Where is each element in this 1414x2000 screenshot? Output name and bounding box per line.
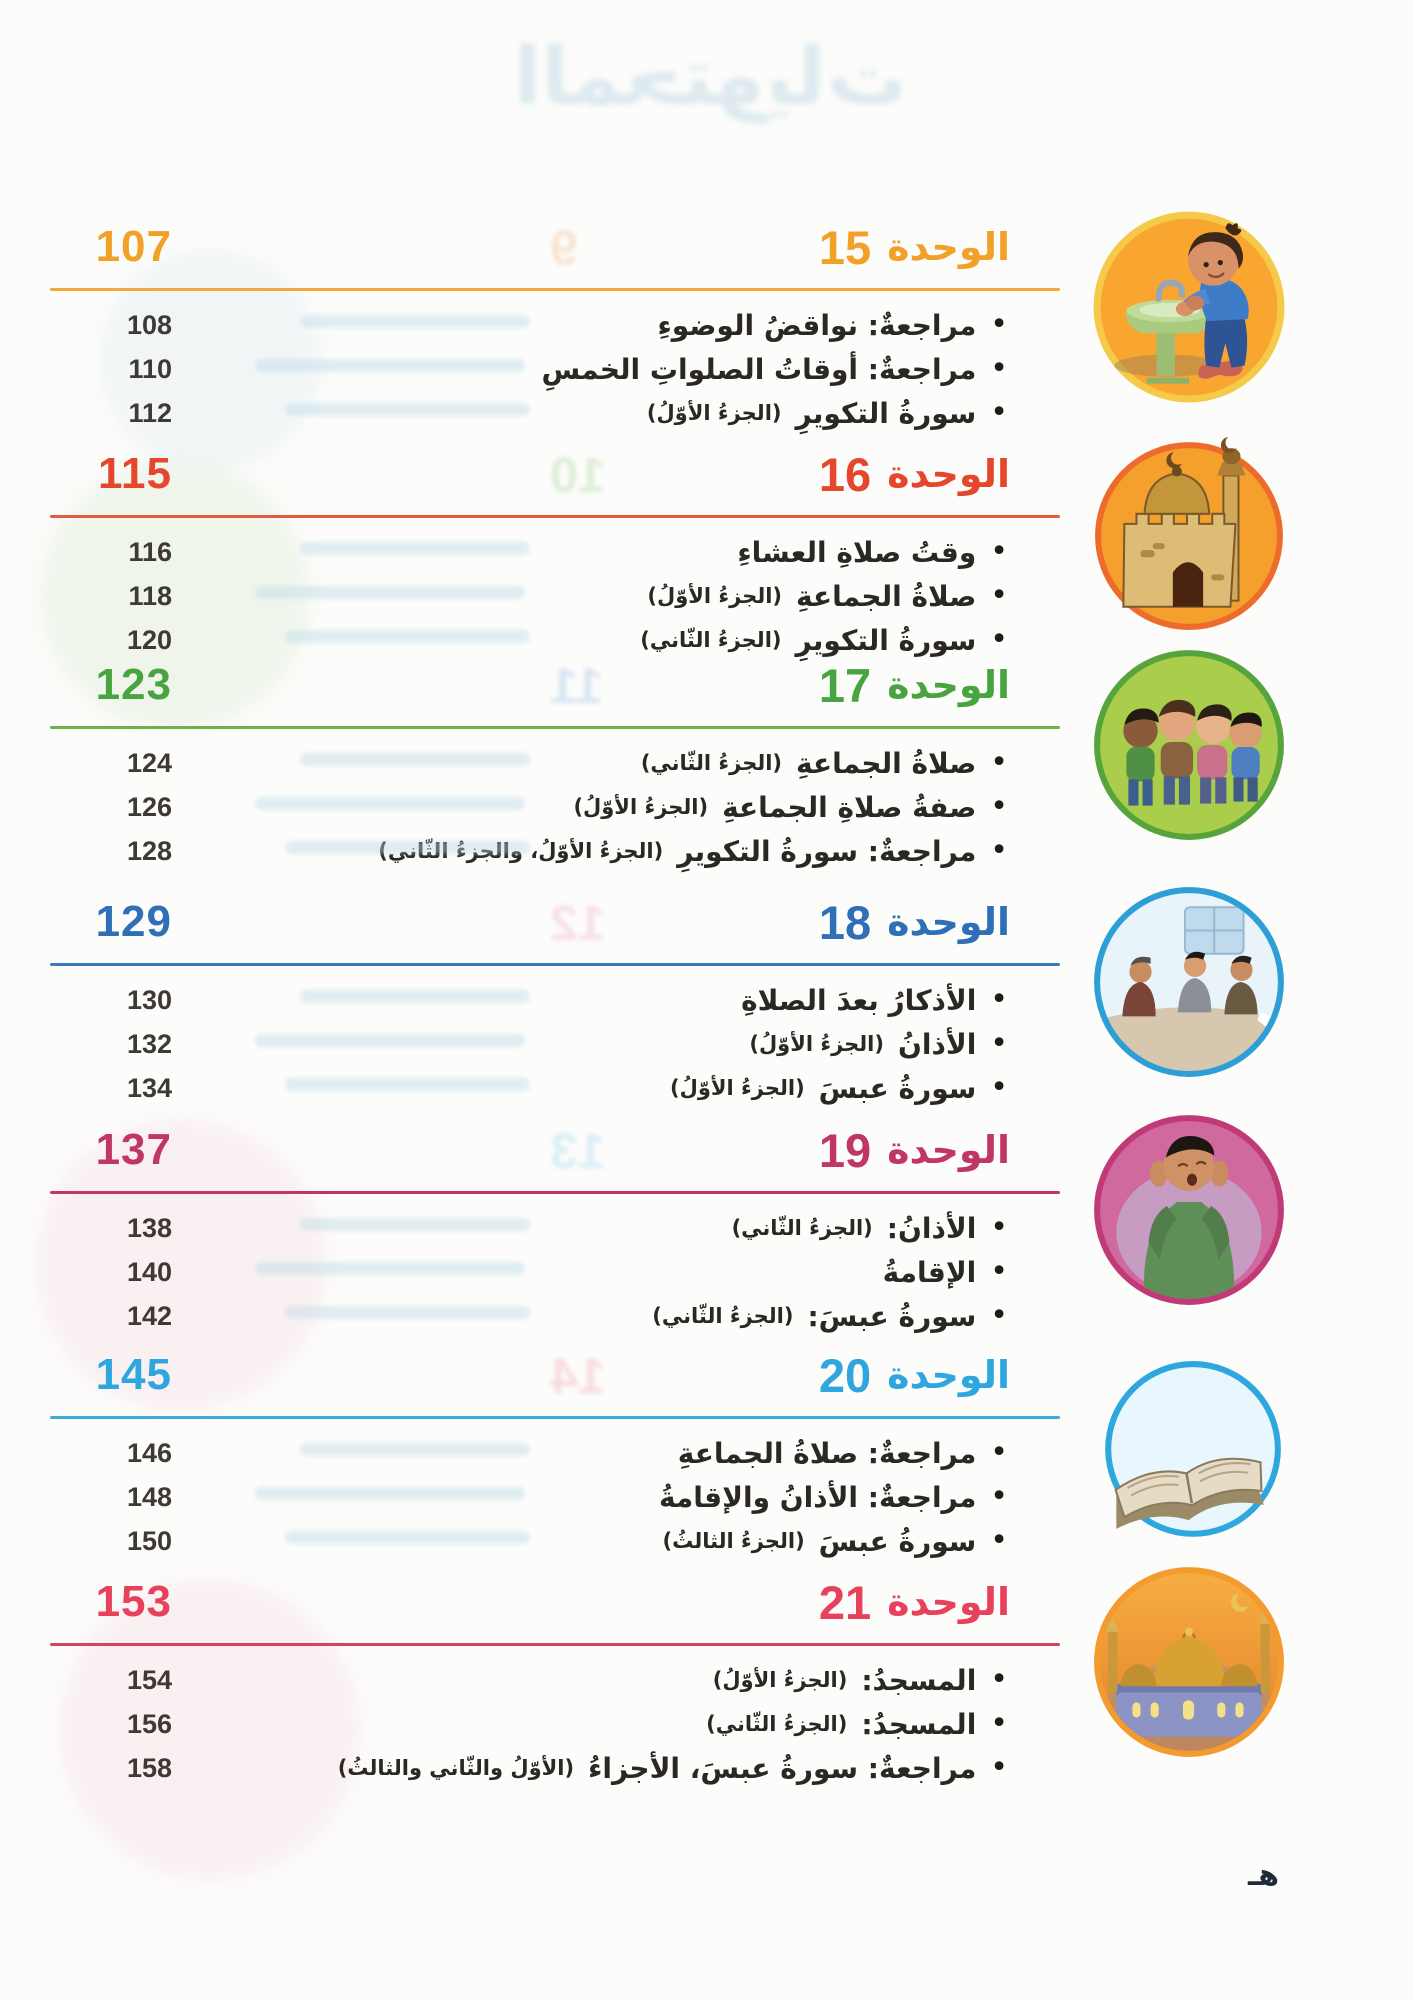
item-label: • سورةُ التكويرِ (الجزءُ الأوّلُ)	[646, 395, 1008, 430]
unit-header	[50, 1566, 1060, 1638]
bleed-through-text	[285, 1306, 530, 1319]
unit-page-number: 107	[95, 222, 172, 271]
unit-divider	[50, 1191, 1060, 1194]
unit-items	[50, 530, 1060, 662]
bullet-icon: •	[990, 395, 1008, 430]
item-page-number: 118	[128, 580, 172, 611]
item-page-number: 148	[126, 1481, 172, 1512]
unit-title	[818, 1575, 1010, 1629]
bleed-through-unit-number: 13	[550, 1123, 606, 1179]
bleed-through-text	[255, 359, 525, 372]
unit-number: 18	[818, 895, 872, 949]
page-marker: هـ	[1248, 1858, 1280, 1893]
item-label: • سورةُ عبسَ (الجزءُ الأوّلُ)	[670, 1070, 1008, 1105]
unit-number: 19	[818, 1123, 872, 1177]
bleed-through-unit-number: 9	[550, 220, 578, 276]
unit-divider	[50, 288, 1060, 291]
unit-page-number: 123	[95, 660, 172, 709]
mosque-at-night-illustration	[1088, 1556, 1290, 1764]
unit-divider	[50, 726, 1060, 729]
item-page-number: 124	[126, 747, 172, 778]
bleed-through-text	[255, 1034, 525, 1047]
item-page-number: 140	[126, 1256, 172, 1287]
toc-item	[68, 1431, 1008, 1475]
unit-number: 15	[818, 220, 872, 274]
bleed-through-unit-number: 10	[550, 447, 606, 503]
toc-item	[68, 574, 1008, 618]
toc-item	[68, 1658, 1008, 1702]
item-page-number: 116	[128, 536, 172, 567]
bullet-icon: •	[990, 1750, 1008, 1785]
unit-label: الوحدة	[887, 900, 1010, 944]
unit-divider	[50, 515, 1060, 518]
children-praying-illustration	[1088, 639, 1290, 847]
unit-section-17	[50, 649, 1060, 873]
bleed-through-text	[255, 1262, 525, 1275]
item-page-number: 142	[126, 1300, 172, 1331]
item-page-number: 134	[126, 1072, 172, 1103]
toc-item	[68, 1475, 1008, 1519]
bullet-icon: •	[990, 534, 1008, 569]
bullet-icon: •	[990, 745, 1008, 780]
item-label: • صلاةُ الجماعةِ (الجزءُ الثّاني)	[640, 745, 1008, 780]
bullet-icon: •	[990, 307, 1008, 342]
item-label: • الأذانُ: (الجزءُ الثّاني)	[731, 1210, 1008, 1245]
bleed-through-unit-number: 12	[550, 895, 606, 951]
bleed-through-text	[255, 1487, 525, 1500]
item-label: • سورةُ عبسَ (الجزءُ الثالثُ)	[662, 1523, 1008, 1558]
bleed-through-text	[285, 1531, 530, 1544]
unit-section-20	[50, 1339, 1060, 1563]
unit-label: الوحدة	[887, 452, 1010, 496]
item-page-number: 126	[126, 791, 172, 822]
bleed-through-unit-number: 14	[550, 1348, 606, 1404]
unit-number: 20	[818, 1348, 872, 1402]
item-page-number: 146	[126, 1437, 172, 1468]
bullet-icon: •	[990, 833, 1008, 868]
men-praying-illustration	[1088, 876, 1290, 1084]
unit-divider	[50, 1416, 1060, 1419]
item-page-number: 150	[126, 1525, 172, 1556]
unit-section-16	[50, 438, 1060, 662]
item-page-number: 120	[126, 624, 172, 655]
bleed-through-text	[300, 315, 530, 328]
unit-label: الوحدة	[887, 1128, 1010, 1172]
bullet-icon: •	[990, 1706, 1008, 1741]
unit-title	[818, 220, 1010, 274]
bleed-through-text	[285, 630, 530, 643]
item-label: • مراجعةٌ: نواقضُ الوضوءِ	[657, 307, 1008, 342]
toc-item	[68, 1519, 1008, 1563]
unit-page-number: 115	[98, 449, 172, 498]
bullet-icon: •	[990, 1210, 1008, 1245]
unit-divider	[50, 1643, 1060, 1646]
toc-item	[68, 1066, 1008, 1110]
unit-section-18	[50, 886, 1060, 1110]
bleed-through-text	[300, 542, 530, 555]
unit-title	[818, 895, 1010, 949]
bleed-through-text	[300, 1218, 530, 1231]
unit-page-number: 145	[95, 1350, 172, 1399]
unit-section-19	[50, 1114, 1060, 1338]
unit-number: 21	[818, 1575, 872, 1629]
unit-items	[50, 1206, 1060, 1338]
toc-item	[68, 347, 1008, 391]
unit-section-15	[50, 211, 1060, 435]
toc-item	[68, 1746, 1008, 1790]
item-label: • مراجعةٌ: الأذانُ والإقامةُ	[658, 1479, 1008, 1514]
toc-item	[68, 1022, 1008, 1066]
unit-label: الوحدة	[887, 1580, 1010, 1624]
bleed-through-text	[255, 586, 525, 599]
item-page-number: 112	[128, 397, 172, 428]
item-label: • وقتُ صلاةِ العشاءِ	[737, 534, 1008, 569]
unit-page-number: 153	[95, 1577, 172, 1626]
unit-page-number: 137	[95, 1125, 172, 1174]
bleed-through-unit-number: 11	[550, 658, 603, 714]
item-label: • الأذكارُ بعدَ الصلاةِ	[741, 982, 1008, 1017]
toc-item	[68, 978, 1008, 1022]
bullet-icon: •	[990, 1026, 1008, 1061]
unit-items	[50, 1658, 1060, 1790]
unit-title	[818, 658, 1010, 712]
bleed-through-contents-title: المحتويات	[513, 30, 907, 123]
item-page-number: 108	[126, 309, 172, 340]
bleed-through-text	[300, 1443, 530, 1456]
toc-item	[68, 391, 1008, 435]
item-label: • صلاةُ الجماعةِ (الجزءُ الأوّلُ)	[647, 578, 1008, 613]
item-label: • مراجعةٌ: أوقاتُ الصلواتِ الخمسِ	[541, 351, 1008, 386]
item-label: • سورةُ التكويرِ (الجزءُ الثّاني)	[640, 622, 1008, 657]
bullet-icon: •	[990, 789, 1008, 824]
item-page-number: 130	[126, 984, 172, 1015]
unit-number: 17	[818, 658, 872, 712]
unit-label: الوحدة	[887, 663, 1010, 707]
item-label: • المسجدُ: (الجزءُ الثّاني)	[706, 1706, 1008, 1741]
bullet-icon: •	[990, 351, 1008, 386]
bleed-through-text	[285, 403, 530, 416]
bullet-icon: •	[990, 1070, 1008, 1105]
item-label: • مراجعةٌ: سورةُ عبسَ، الأجزاءُ (الأوّلُ والثّاني والثالثُ)	[337, 1750, 1008, 1785]
item-page-number: 110	[128, 353, 172, 384]
unit-title	[818, 1123, 1010, 1177]
bleed-through-text	[300, 990, 530, 1003]
unit-items	[50, 1431, 1060, 1563]
item-page-number: 128	[126, 835, 172, 866]
item-page-number: 138	[126, 1212, 172, 1243]
toc-item	[68, 741, 1008, 785]
bleed-through-text	[285, 841, 530, 854]
toc-item	[68, 1250, 1008, 1294]
unit-label: الوحدة	[887, 1353, 1010, 1397]
bullet-icon: •	[990, 1254, 1008, 1289]
open-quran-illustration	[1088, 1353, 1290, 1561]
unit-label: الوحدة	[887, 225, 1010, 269]
toc-item	[68, 1702, 1008, 1746]
unit-divider	[50, 963, 1060, 966]
unit-section-21	[50, 1566, 1060, 1790]
mosque-fort-illustration	[1088, 428, 1290, 636]
unit-page-number: 129	[95, 897, 172, 946]
bleed-through-text	[300, 753, 530, 766]
bleed-through-text	[285, 1078, 530, 1091]
toc-item	[68, 785, 1008, 829]
bullet-icon: •	[990, 1662, 1008, 1697]
unit-title	[818, 447, 1010, 501]
item-label: • سورةُ عبسَ: (الجزءُ الثّاني)	[652, 1298, 1008, 1333]
bullet-icon: •	[990, 1479, 1008, 1514]
toc-item	[68, 303, 1008, 347]
toc-item	[68, 530, 1008, 574]
item-page-number: 158	[126, 1752, 172, 1783]
unit-title	[818, 1348, 1010, 1402]
item-label: • صفةُ صلاةِ الجماعةِ (الجزءُ الأوّلُ)	[573, 789, 1008, 824]
bullet-icon: •	[990, 1435, 1008, 1470]
unit-items	[50, 303, 1060, 435]
bullet-icon: •	[990, 1523, 1008, 1558]
unit-items	[50, 978, 1060, 1110]
item-label: • المسجدُ: (الجزءُ الأوّلُ)	[712, 1662, 1008, 1697]
bullet-icon: •	[990, 982, 1008, 1017]
bullet-icon: •	[990, 578, 1008, 613]
boy-washing-hands-illustration	[1088, 201, 1290, 409]
toc-item	[68, 829, 1008, 873]
item-page-number: 156	[126, 1708, 172, 1739]
item-label: • الإقامةُ	[882, 1254, 1008, 1289]
item-page-number: 154	[126, 1664, 172, 1695]
bleed-through-text	[255, 797, 525, 810]
toc-item	[68, 1294, 1008, 1338]
toc-item	[68, 1206, 1008, 1250]
bullet-icon: •	[990, 1298, 1008, 1333]
bullet-icon: •	[990, 622, 1008, 657]
unit-items	[50, 741, 1060, 873]
item-label: • الأذانُ (الجزءُ الأوّلُ)	[749, 1026, 1008, 1061]
unit-number: 16	[818, 447, 872, 501]
item-label: • مراجعةٌ: سورةُ التكويرِ (الجزءُ الأوّلُ، والجزءُ الثّاني)	[378, 833, 1008, 868]
muezzin-calling-illustration	[1088, 1104, 1290, 1312]
item-page-number: 132	[126, 1028, 172, 1059]
item-label: • مراجعةٌ: صلاةُ الجماعةِ	[677, 1435, 1008, 1470]
